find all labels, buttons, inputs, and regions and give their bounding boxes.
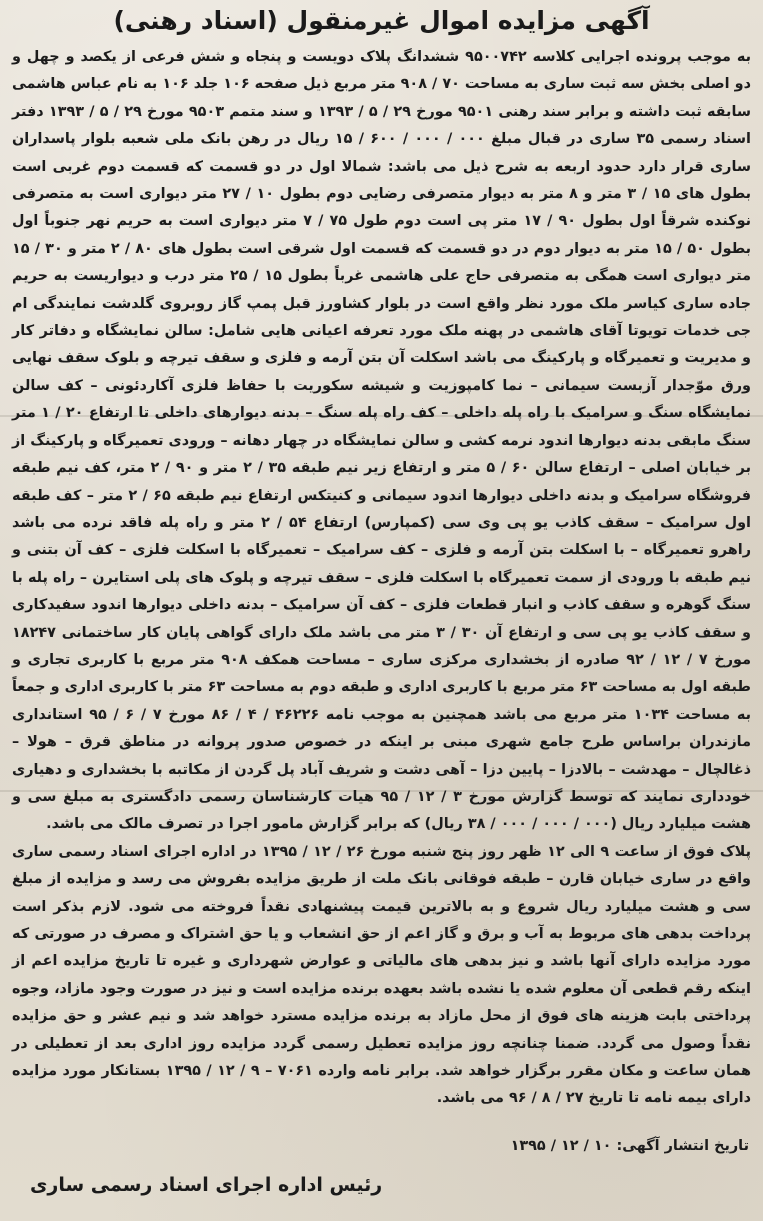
- publication-date: تاریخ انتشار آگهی: ۱۰ / ۱۲ / ۱۳۹۵: [510, 1138, 749, 1154]
- notice-paragraph-auction-terms: پلاک فوق از ساعت ۹ الی ۱۲ ظهر روز پنج شنبه مورخ ۲۶ / ۱۲ / ۱۳۹۵ در اداره اجرای اسناد رسمی ساری واقع در ساری خیابان قارن – طبقه فوقانی بانک ملت از طریق مزایده بفروش می رسد و مزایده از مبلغ سی و هشت میلیارد ریال شروع و به بالاترین قیمت پیشنهادی نقداً فروخته می شود. لازم بذکر است پرداخت بدهی های مربوط به آب و برق و گاز اعم از حق انشعاب و یا حق اشتراک و مصرف در صورتی که مورد مزایده دارای آنها باشد و نیز بدهی های مالیاتی و عوارض شهرداری و غیره تا تاریخ مزایده اعم از اینکه رقم قطعی آن معلوم شده یا نشده باشد بعهده برنده مزایده است و نیز در صورت وجود مازاد، وجوه پرداختی بابت هزینه های فوق از محل مازاد به برنده مزایده مسترد خواهد شد و نیم عشر و حق مزایده نقداً وصول می گردد. ضمنا چنانچه روز مزایده تعطیل رسمی گردد مزایده روز اداری بعد از تعطیلی در همان ساعت و مکان مقرر برگزار خواهد شد. برابر نامه وارده ۷۰۶۱ – ۹ / ۱۲ / ۱۳۹۵ بستانکار مورد مزایده دارای بیمه نامه تا تاریخ ۲۷ / ۸ / ۹۶ می باشد.: [12, 843, 751, 1107]
- signature-line: رئیس اداره اجرای اسناد رسمی ساری: [30, 1174, 383, 1196]
- notice-title: آگهی مزایده اموال غیرمنقول (اسناد رهنی): [113, 6, 650, 35]
- notice-paragraph-property-description: به موجب پرونده اجرایی کلاسه ۹۵۰۰۷۴۲ ششدانگ پلاک دویست و پنجاه و شش فرعی از یکصد و چهل و دو اصلی بخش سه ثبت ساری به مساحت ۷۰ / ۹۰۸ متر مربع ذیل صفحه ۱۰۶ جلد ۱۰۶ به نام عباس هاشمی سابقه ثبت داشته و برابر سند رهنی ۹۵۰۱ مورخ ۲۹ / ۵ / ۱۳۹۳ و سند متمم ۹۵۰۳ مورخ ۲۹ / ۵ / ۱۳۹۳ دفتر اسناد رسمی ۳۵ ساری در قبال مبلغ ۰۰۰ / ۰۰۰ / ۶۰۰ / ۱۵ ریال در رهن بانک ملی شعبه بلوار پاسداران ساری قرار دارد حدود اربعه به شرح ذیل می باشد: شمالا اول در دو قسمت که قسمت دوم غربی است بطول های ۱۵ / ۳ متر و ۸ متر به دیوار متصرفی رضایی دوم بطول ۱۰ / ۲۷ متر دیواری است به متصرفی نوکنده شرقاً اول بطول ۹۰ / ۱۷ متر پی است دوم طول ۷۵ / ۷ متر دیواری است به حریم نهر جنوباً اول بطول ۵۰ / ۱۵ متر به دیوار دوم در دو قسمت که قسمت اول شرقی است بطول های ۸۰ / ۲ متر و ۳۰ / ۱۵ متر دیواری است همگی به متصرفی حاج علی هاشمی غرباً بطول ۱۵ / ۲۵ متر درب و دیواریست به حریم جاده ساری کیاسر ملک مورد نظر واقع است در بلوار کشاورز قبل پمپ گاز روبروی گلدشت نمایندگی ام جی خدمات تویوتا آقای هاشمی در پهنه ملک مورد تعرفه اعیانی هایی شامل: سالن نمایشگاه و دفاتر کار و مدیریت و تعمیرگاه و پارکینگ می باشد اسکلت آن بتن آرمه و فلزی و سقف تیرچه و بلوک سقف نهایی ورق موّجدار آزبست سیمانی – نما کامپوزیت و شیشه سکوریت با حفاظ فلزی آکاردئونی – کف سالن نمایشگاه سنگ و سرامیک با راه پله داخلی – کف راه پله سنگ – بدنه دیوارهای داخلی تا ارتفاع ۲۰ / ۱ متر سنگ مابقی بدنه دیوارها اندود نرمه کشی و سالن نمایشگاه در چهار دهانه – ورودی تعمیرگاه و پارکینگ از بر خیابان اصلی – ارتفاع سالن ۶۰ / ۵ متر و ارتفاع زیر نیم طبقه ۳۵ / ۲ متر و ۹۰ / ۲ متر، کف نیم طبقه فروشگاه سرامیک و بدنه داخلی دیوارها اندود سیمانی و کنیتکس ارتفاع نیم طبقه ۶۵ / ۲ متر – کف طبقه اول سرامیک – سقف کاذب یو پی وی سی (کمپارس) ارتفاع ۵۴ / ۲ متر و راه پله فاقد نرده می باشد راهرو تعمیرگاه – با اسکلت بتن آرمه و فلزی – کف سرامیک – تعمیرگاه با اسکلت فلزی – کف آن بتنی و نیم طبقه با ورودی از سمت تعمیرگاه با اسکلت فلزی – سقف تیرچه و پلوک های پلی استایرن – راه پله با سنگ گوهره و سقف کاذب و انبار قطعات فلزی – کف آن سرامیک – بدنه داخلی دیوارها اندود سفیدکاری و سقف کاذب یو پی سی و ارتفاع آن ۳۰ / ۳ متر می باشد ملک دارای گواهی پایان کار ساختمانی ۱۸۲۴۷ مورخ ۷ / ۱۲ / ۹۲ صادره از بخشداری مرکزی ساری – مساحت همکف ۹۰۸ متر مربع با کاربری تجاری و طبقه اول به مساحت ۶۳ متر مربع با کاربری اداری و طبقه دوم به مساحت ۶۳ متر با کاربری اداری و جمعاً به مساحت ۱۰۳۴ متر مربع می باشد همچنین به موجب نامه ۴۶۲۲۶ / ۴ / ۸۶ مورخ ۷ / ۶ / ۹۵ استانداری مازندران براساس طرح جامع شهری مبنی بر اینکه در خصوص صدور پروانه در مناطق قرق – هولا – ذغالچال – مهدشت – بالادزا – پایین دزا – آهی دشت و شریف آباد پل گردن از مکاتبه با بخشداری و دهیاری خودداری نمایند که توسط گزارش مورخ ۳ / ۱۲ / ۹۵ هیات کارشناسان رسمی دادگستری به مبلغ سی و هشت میلیارد ریال (۰۰۰ / ۰۰۰ / ۰۰۰ / ۳۸ ریال) که برابر گزارش مامور اجرا در تصرف مالک می باشد.: [12, 49, 752, 833]
- notice-body: [12, 44, 751, 1113]
